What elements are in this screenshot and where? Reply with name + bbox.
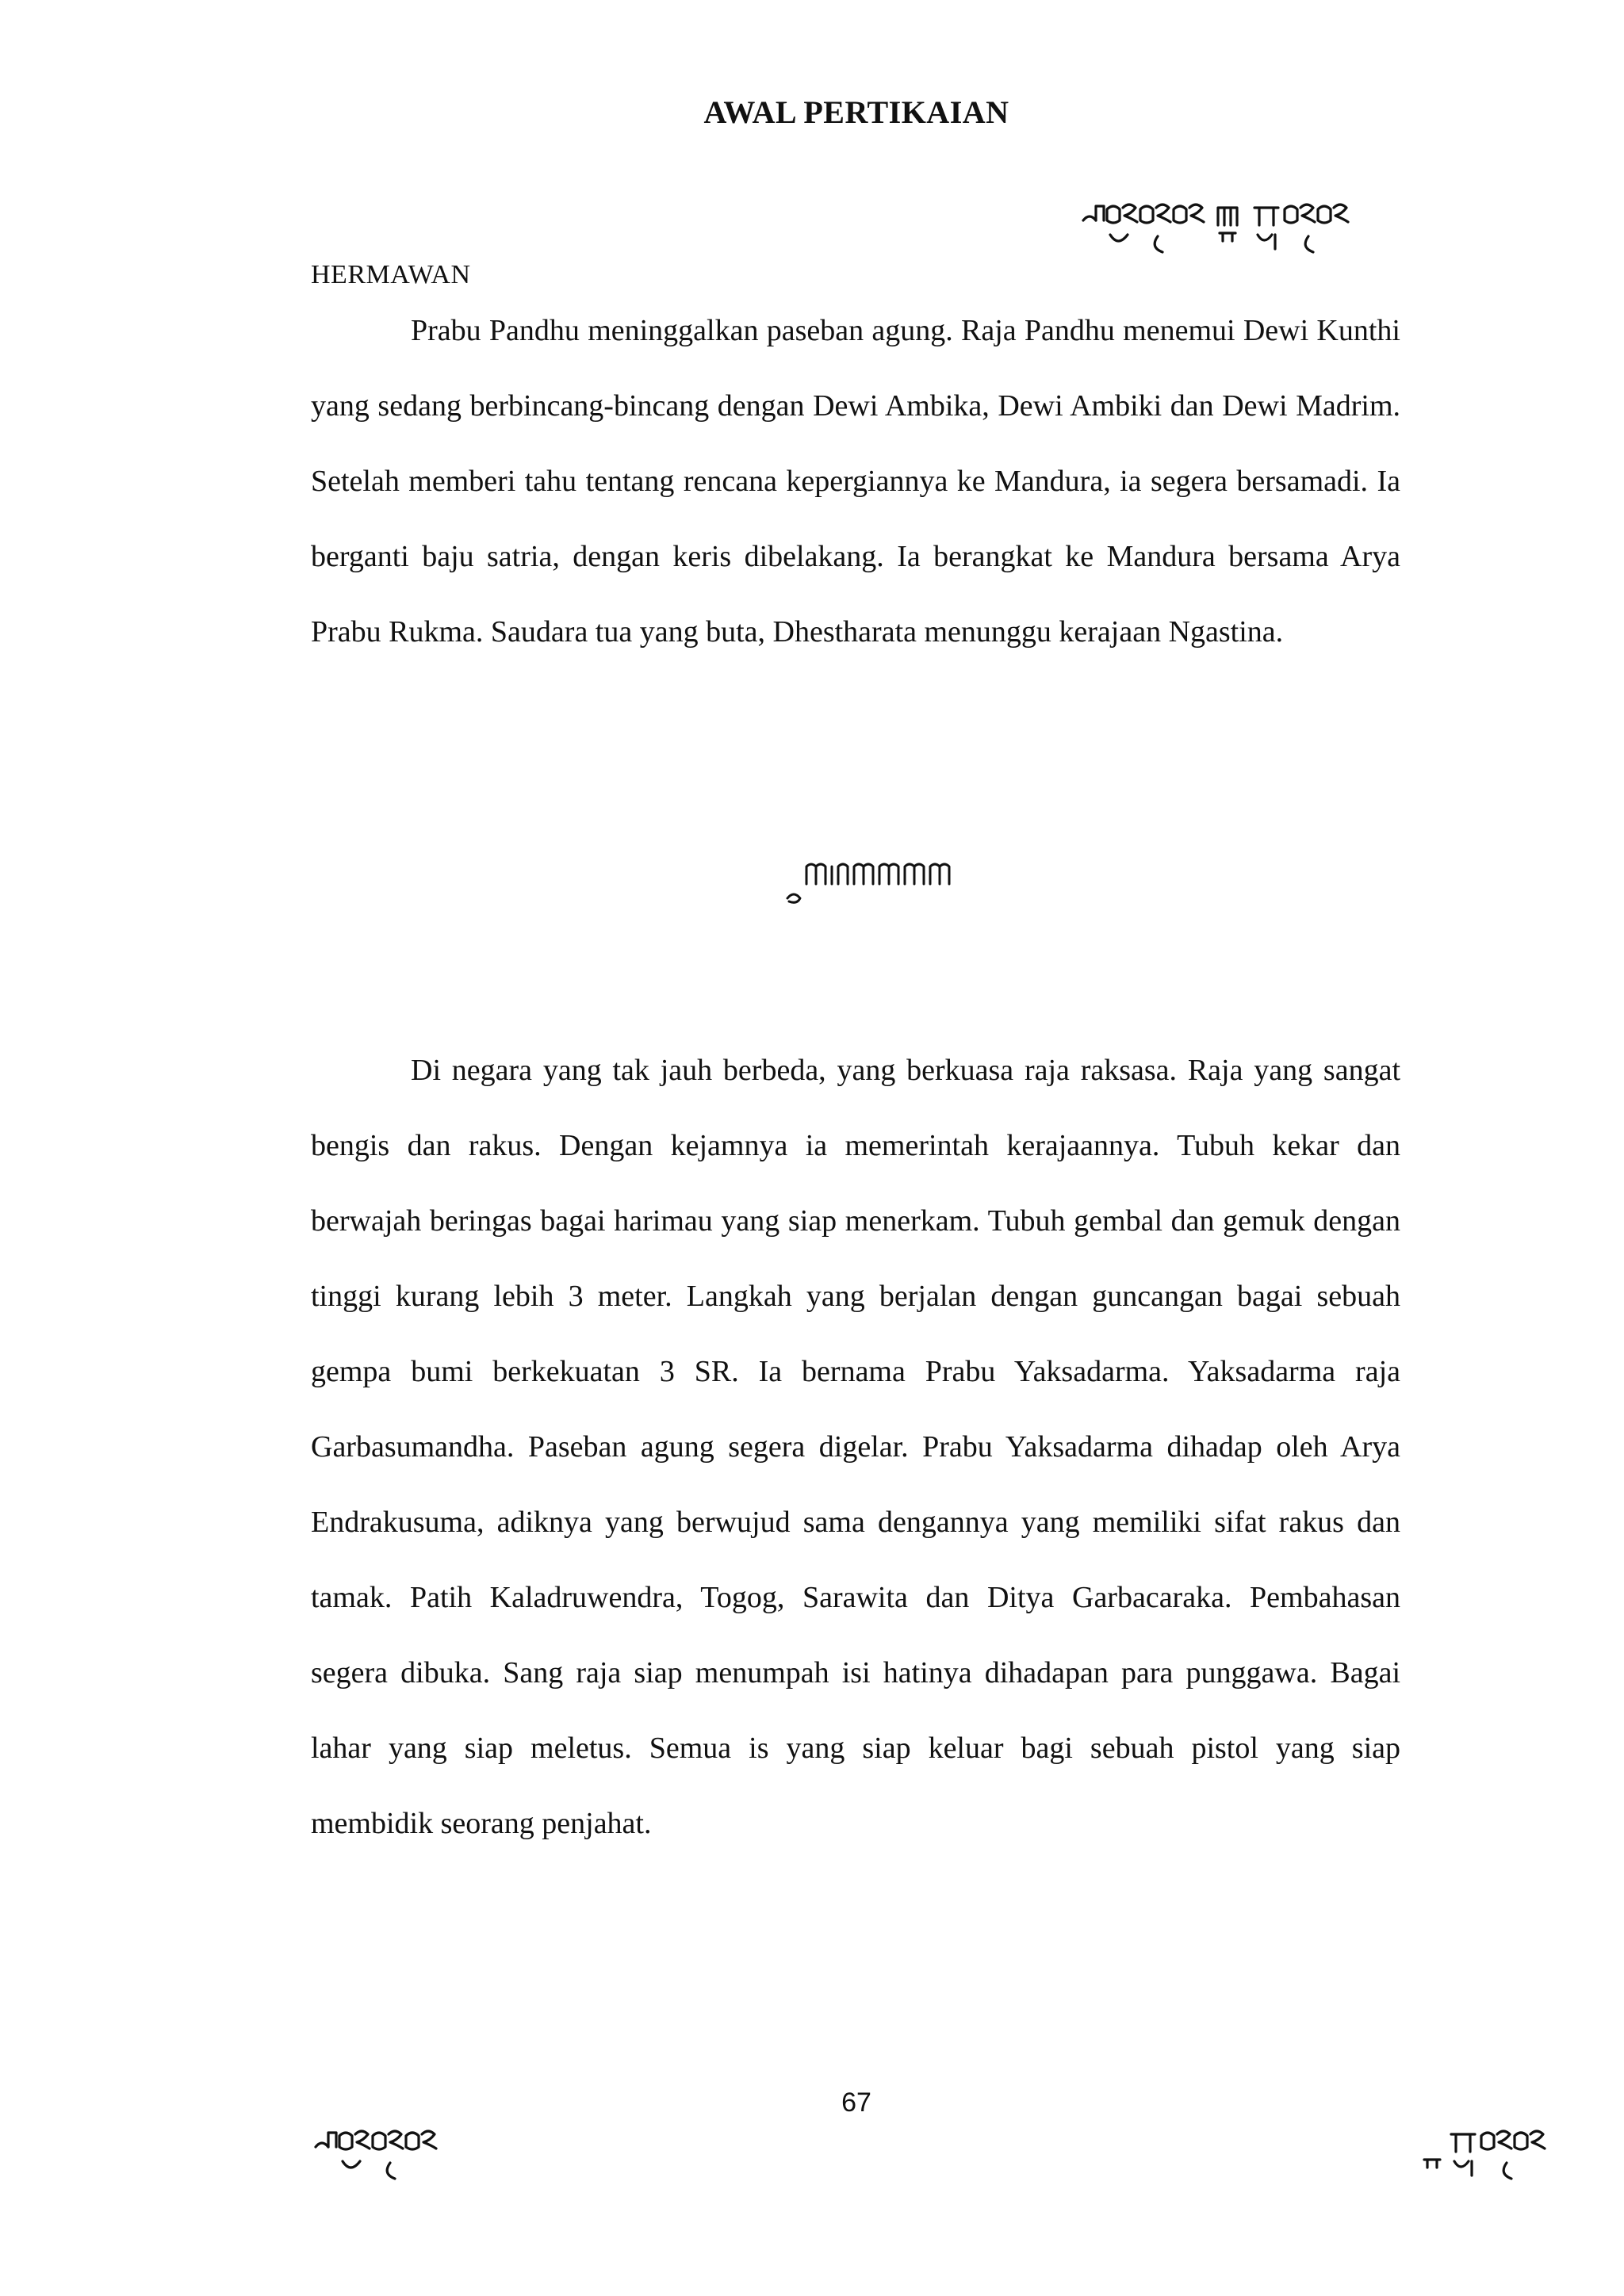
body-paragraph-2 <box>311 1033 1400 1862</box>
author-name: HERMAWAN <box>311 260 471 289</box>
body-paragraph-1 <box>311 293 1400 670</box>
footer-left-javanese-script <box>311 2115 501 2187</box>
section-divider-javanese-script <box>781 852 995 916</box>
javanese-footer-right-graphic <box>1419 2115 1594 2187</box>
javanese-divider-graphic <box>781 852 995 916</box>
page-number: 67 <box>841 2087 871 2118</box>
paragraph-1-text: Prabu Pandhu meninggalkan paseban agung. Raja Pandhu menemui Dewi Kunthi yang sedang berbincang-bincang dengan Dewi Ambika, Dewi Ambiki dan Dewi Madrim. Setelah memberi tahu tentang rencana kepergiannya ke Mandura, ia segera bersamadi. Ia berganti baju satria, dengan keris dibelakang. Ia berangkat ke Mandura bersama Arya Prabu Rukma. Saudara tua yang buta, Dhestharata menunggu kerajaan Ngastina. <box>311 314 1400 649</box>
header-javanese-script <box>1078 189 1411 260</box>
javanese-footer-left-graphic <box>311 2115 501 2187</box>
paragraph-2-text: Di negara yang tak jauh berbeda, yang berkuasa raja raksasa. Raja yang sangat bengis dan rakus. Dengan kejamnya ia memerintah kerajaannya. Tubuh kekar dan berwajah beringas bagai harimau yang siap menerkam. Tubuh gembal dan gemuk dengan tinggi kurang lebih 3 meter. Langkah yang berjalan dengan guncangan bagai sebuah gempa bumi berkekuatan 3 SR. Ia bernama Prabu Yaksadarma. Yaksadarma raja Garbasumandha. Paseban agung segera digelar. Prabu Yaksadarma dihadap oleh Arya Endrakusuma, adiknya yang berwujud sama dengannya yang memiliki sifat rakus dan tamak. Patih Kaladruwendra, Togog, Sarawita dan Ditya Garbacaraka. Pembahasan segera dibuka. Sang raja siap menumpah isi hatinya dihadapan para punggawa. Bagai lahar yang siap meletus. Semua is yang siap keluar bagi sebuah pistol yang siap membidik seorang penjahat. <box>311 1054 1400 1840</box>
footer-right-javanese-script <box>1419 2115 1594 2187</box>
javanese-script-graphic <box>1078 189 1411 260</box>
page-title: AWAL PERTIKAIAN <box>703 94 1009 130</box>
